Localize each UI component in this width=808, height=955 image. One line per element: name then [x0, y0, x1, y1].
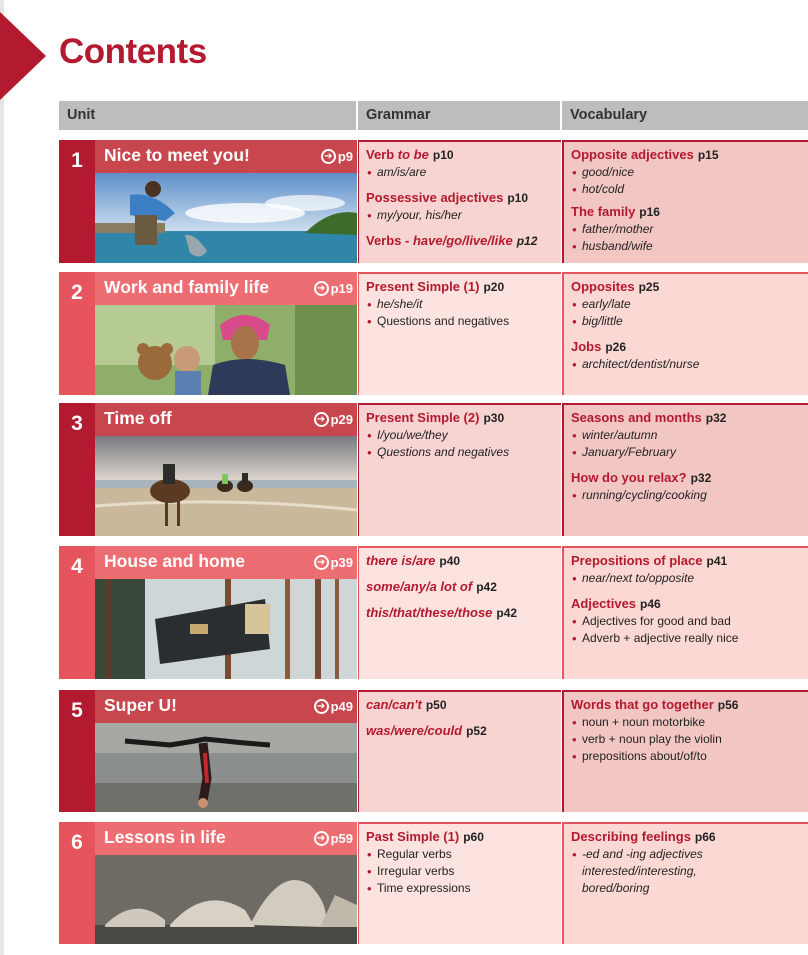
- list-item: • good/nice: [571, 164, 802, 181]
- unit-title-bar[interactable]: [95, 546, 357, 579]
- vocab-title: Prepositions of place: [571, 553, 703, 568]
- grammar-page: p40: [439, 554, 461, 568]
- grammar-page: p10: [507, 191, 529, 205]
- list-item: • running/cycling/cooking: [571, 487, 802, 504]
- unit-page-link[interactable]: [314, 412, 353, 427]
- unit-row-1: [59, 140, 808, 263]
- vocab-page: p46: [640, 597, 661, 611]
- list-item: • my/your, his/her: [366, 207, 555, 224]
- vocab-list: [571, 356, 802, 373]
- vocab-title: Describing feelings: [571, 829, 691, 844]
- vocab-title: Words that go together: [571, 697, 714, 712]
- list-item: • he/she/it: [366, 296, 555, 313]
- list-item: • verb + noun play the violin: [571, 731, 802, 748]
- grammar-cell: [358, 546, 561, 679]
- list-item: • am/is/are: [366, 164, 555, 181]
- corner-triangle-decoration: [0, 12, 46, 100]
- arrow-right-icon: ➔: [321, 149, 336, 164]
- list-item: • early/late: [571, 296, 802, 313]
- vocab-page: p25: [638, 280, 660, 294]
- grammar-page: p20: [483, 280, 505, 294]
- arrow-right-icon: ➔: [314, 281, 329, 296]
- unit-title-bar[interactable]: [95, 822, 357, 855]
- unit-photo-statues: [95, 855, 357, 944]
- list-item: • noun + noun motorbike: [571, 714, 802, 731]
- unit-title: Work and family life: [104, 277, 269, 297]
- list-item: • husband/wife: [571, 238, 802, 255]
- unit-row-6: [59, 822, 808, 944]
- unit-page-link[interactable]: [314, 281, 353, 296]
- vocab-title: The family: [571, 204, 636, 219]
- vocab-page: p41: [706, 554, 728, 568]
- header-vocabulary: Vocabulary: [562, 101, 808, 130]
- unit-number: 4: [59, 546, 95, 679]
- grammar-title: was/were/could: [366, 723, 463, 738]
- vocab-title: Opposites: [571, 279, 635, 294]
- grammar-title: Possessive adjectives: [366, 190, 504, 205]
- unit-photo-dolphin: [95, 173, 357, 263]
- unit-page-link[interactable]: [321, 149, 353, 164]
- vocab-list: [571, 296, 802, 330]
- grammar-cell: [358, 272, 561, 395]
- vocabulary-cell: [562, 403, 808, 536]
- unit-title: Super U!: [104, 695, 177, 715]
- unit-page-link[interactable]: [314, 699, 353, 714]
- grammar-cell: [358, 403, 561, 536]
- vocab-page: p32: [705, 411, 727, 425]
- vocab-page: p56: [717, 698, 739, 712]
- unit-photo-family: [95, 305, 357, 395]
- grammar-title: can/can't: [366, 697, 422, 712]
- grammar-title: Verbs - have/go/live/like: [366, 233, 513, 248]
- vocab-list: [571, 164, 802, 198]
- grammar-title: Present Simple (1): [366, 279, 480, 294]
- unit-photo-gymnast: [95, 723, 357, 812]
- list-item: • I/you/we/they: [366, 427, 555, 444]
- vocab-list: [571, 714, 802, 765]
- grammar-title: this/that/these/those: [366, 605, 493, 620]
- grammar-page: p42: [476, 580, 497, 594]
- unit-row-5: [59, 690, 808, 812]
- list-item: • Questions and negatives: [366, 313, 555, 330]
- list-item: • architect/dentist/nurse: [571, 356, 802, 373]
- list-item: • hot/cold: [571, 181, 802, 198]
- grammar-cell: [358, 822, 561, 944]
- list-item: • near/next to/opposite: [571, 570, 802, 587]
- unit-title: Lessons in life: [104, 827, 226, 847]
- unit-page: p9: [337, 149, 353, 164]
- arrow-right-icon: ➔: [314, 412, 329, 427]
- grammar-title: Present Simple (2): [366, 410, 480, 425]
- header-grammar: Grammar: [358, 101, 560, 130]
- grammar-list: [366, 846, 555, 897]
- vocab-page: p32: [690, 471, 712, 485]
- list-item: • father/mother: [571, 221, 802, 238]
- vocab-title: Adjectives: [571, 596, 637, 611]
- grammar-list: [366, 164, 555, 181]
- grammar-title: some/any/a lot of: [366, 579, 473, 594]
- unit-number: 5: [59, 690, 95, 812]
- list-item: • January/February: [571, 444, 802, 461]
- vocab-list: [571, 846, 802, 897]
- unit-page: p19: [330, 281, 353, 296]
- unit-page: p39: [330, 555, 353, 570]
- unit-title: Nice to meet you!: [104, 145, 250, 165]
- list-item: • Regular verbs: [366, 846, 555, 863]
- grammar-page: p60: [463, 830, 484, 844]
- unit-title: Time off: [104, 408, 172, 428]
- arrow-right-icon: ➔: [314, 699, 329, 714]
- unit-row-2: [59, 272, 808, 395]
- vocab-title: Jobs: [571, 339, 602, 354]
- vocab-title: Opposite adjectives: [571, 147, 694, 162]
- grammar-list: [366, 296, 555, 330]
- list-item: • prepositions about/of/to: [571, 748, 802, 765]
- unit-title-bar[interactable]: [95, 690, 357, 723]
- unit-title-bar[interactable]: [95, 272, 357, 305]
- unit-page: p59: [330, 831, 353, 846]
- unit-number: 3: [59, 403, 95, 536]
- grammar-cell: [358, 690, 561, 812]
- unit-photo-horses-beach: [95, 436, 357, 536]
- vocab-page: p66: [694, 830, 716, 844]
- vocab-list: [571, 427, 802, 461]
- grammar-list: [366, 427, 555, 461]
- unit-page: p29: [330, 412, 353, 427]
- grammar-page: p52: [466, 724, 487, 738]
- grammar-page: p30: [483, 411, 505, 425]
- unit-row-3: [59, 403, 808, 536]
- page-title: Contents: [59, 32, 207, 71]
- vocab-list: [571, 570, 802, 587]
- vocab-title: Seasons and months: [571, 410, 702, 425]
- unit-number: 1: [59, 140, 95, 263]
- grammar-cell: [358, 140, 561, 263]
- vocab-title: How do you relax?: [571, 470, 687, 485]
- grammar-page: p50: [425, 698, 447, 712]
- grammar-title: Past Simple (1): [366, 829, 460, 844]
- unit-number: 6: [59, 822, 95, 944]
- vocab-list: [571, 221, 802, 255]
- unit-page: p49: [330, 699, 353, 714]
- vocabulary-cell: [562, 690, 808, 812]
- vocab-page: p15: [697, 148, 719, 162]
- header-unit: Unit: [59, 101, 356, 130]
- unit-photo-treehouse: [95, 579, 357, 679]
- list-item: • Time expressions: [366, 880, 555, 897]
- vocab-page: p26: [605, 340, 627, 354]
- vocab-page: p16: [639, 205, 660, 219]
- unit-title-bar[interactable]: [95, 403, 357, 436]
- vocabulary-cell: [562, 546, 808, 679]
- unit-page-link[interactable]: [314, 555, 353, 570]
- unit-title-bar[interactable]: [95, 140, 357, 173]
- grammar-page: p12: [516, 234, 538, 248]
- grammar-title: Verb to be: [366, 147, 429, 162]
- unit-title: House and home: [104, 551, 245, 571]
- list-item: • -ed and -ing adjectives interested/interesting, bored/boring: [571, 846, 741, 897]
- unit-row-4: [59, 546, 808, 679]
- arrow-right-icon: ➔: [314, 555, 329, 570]
- vocab-list: [571, 613, 802, 647]
- list-item: • Adjectives for good and bad: [571, 613, 802, 630]
- page-left-edge: [0, 0, 4, 955]
- unit-number: 2: [59, 272, 95, 395]
- arrow-right-icon: ➔: [314, 831, 329, 846]
- list-item: • Adverb + adjective really nice: [571, 630, 802, 647]
- vocab-list: [571, 487, 802, 504]
- list-item: • big/little: [571, 313, 802, 330]
- grammar-page: p42: [496, 606, 518, 620]
- unit-page-link[interactable]: [314, 831, 353, 846]
- vocabulary-cell: [562, 822, 808, 944]
- grammar-page: p10: [432, 148, 454, 162]
- list-item: • winter/autumn: [571, 427, 802, 444]
- vocabulary-cell: [562, 140, 808, 263]
- vocabulary-cell: [562, 272, 808, 395]
- list-item: • Questions and negatives: [366, 444, 555, 461]
- grammar-list: [366, 207, 555, 224]
- list-item: • Irregular verbs: [366, 863, 555, 880]
- grammar-title: there is/are: [366, 553, 436, 568]
